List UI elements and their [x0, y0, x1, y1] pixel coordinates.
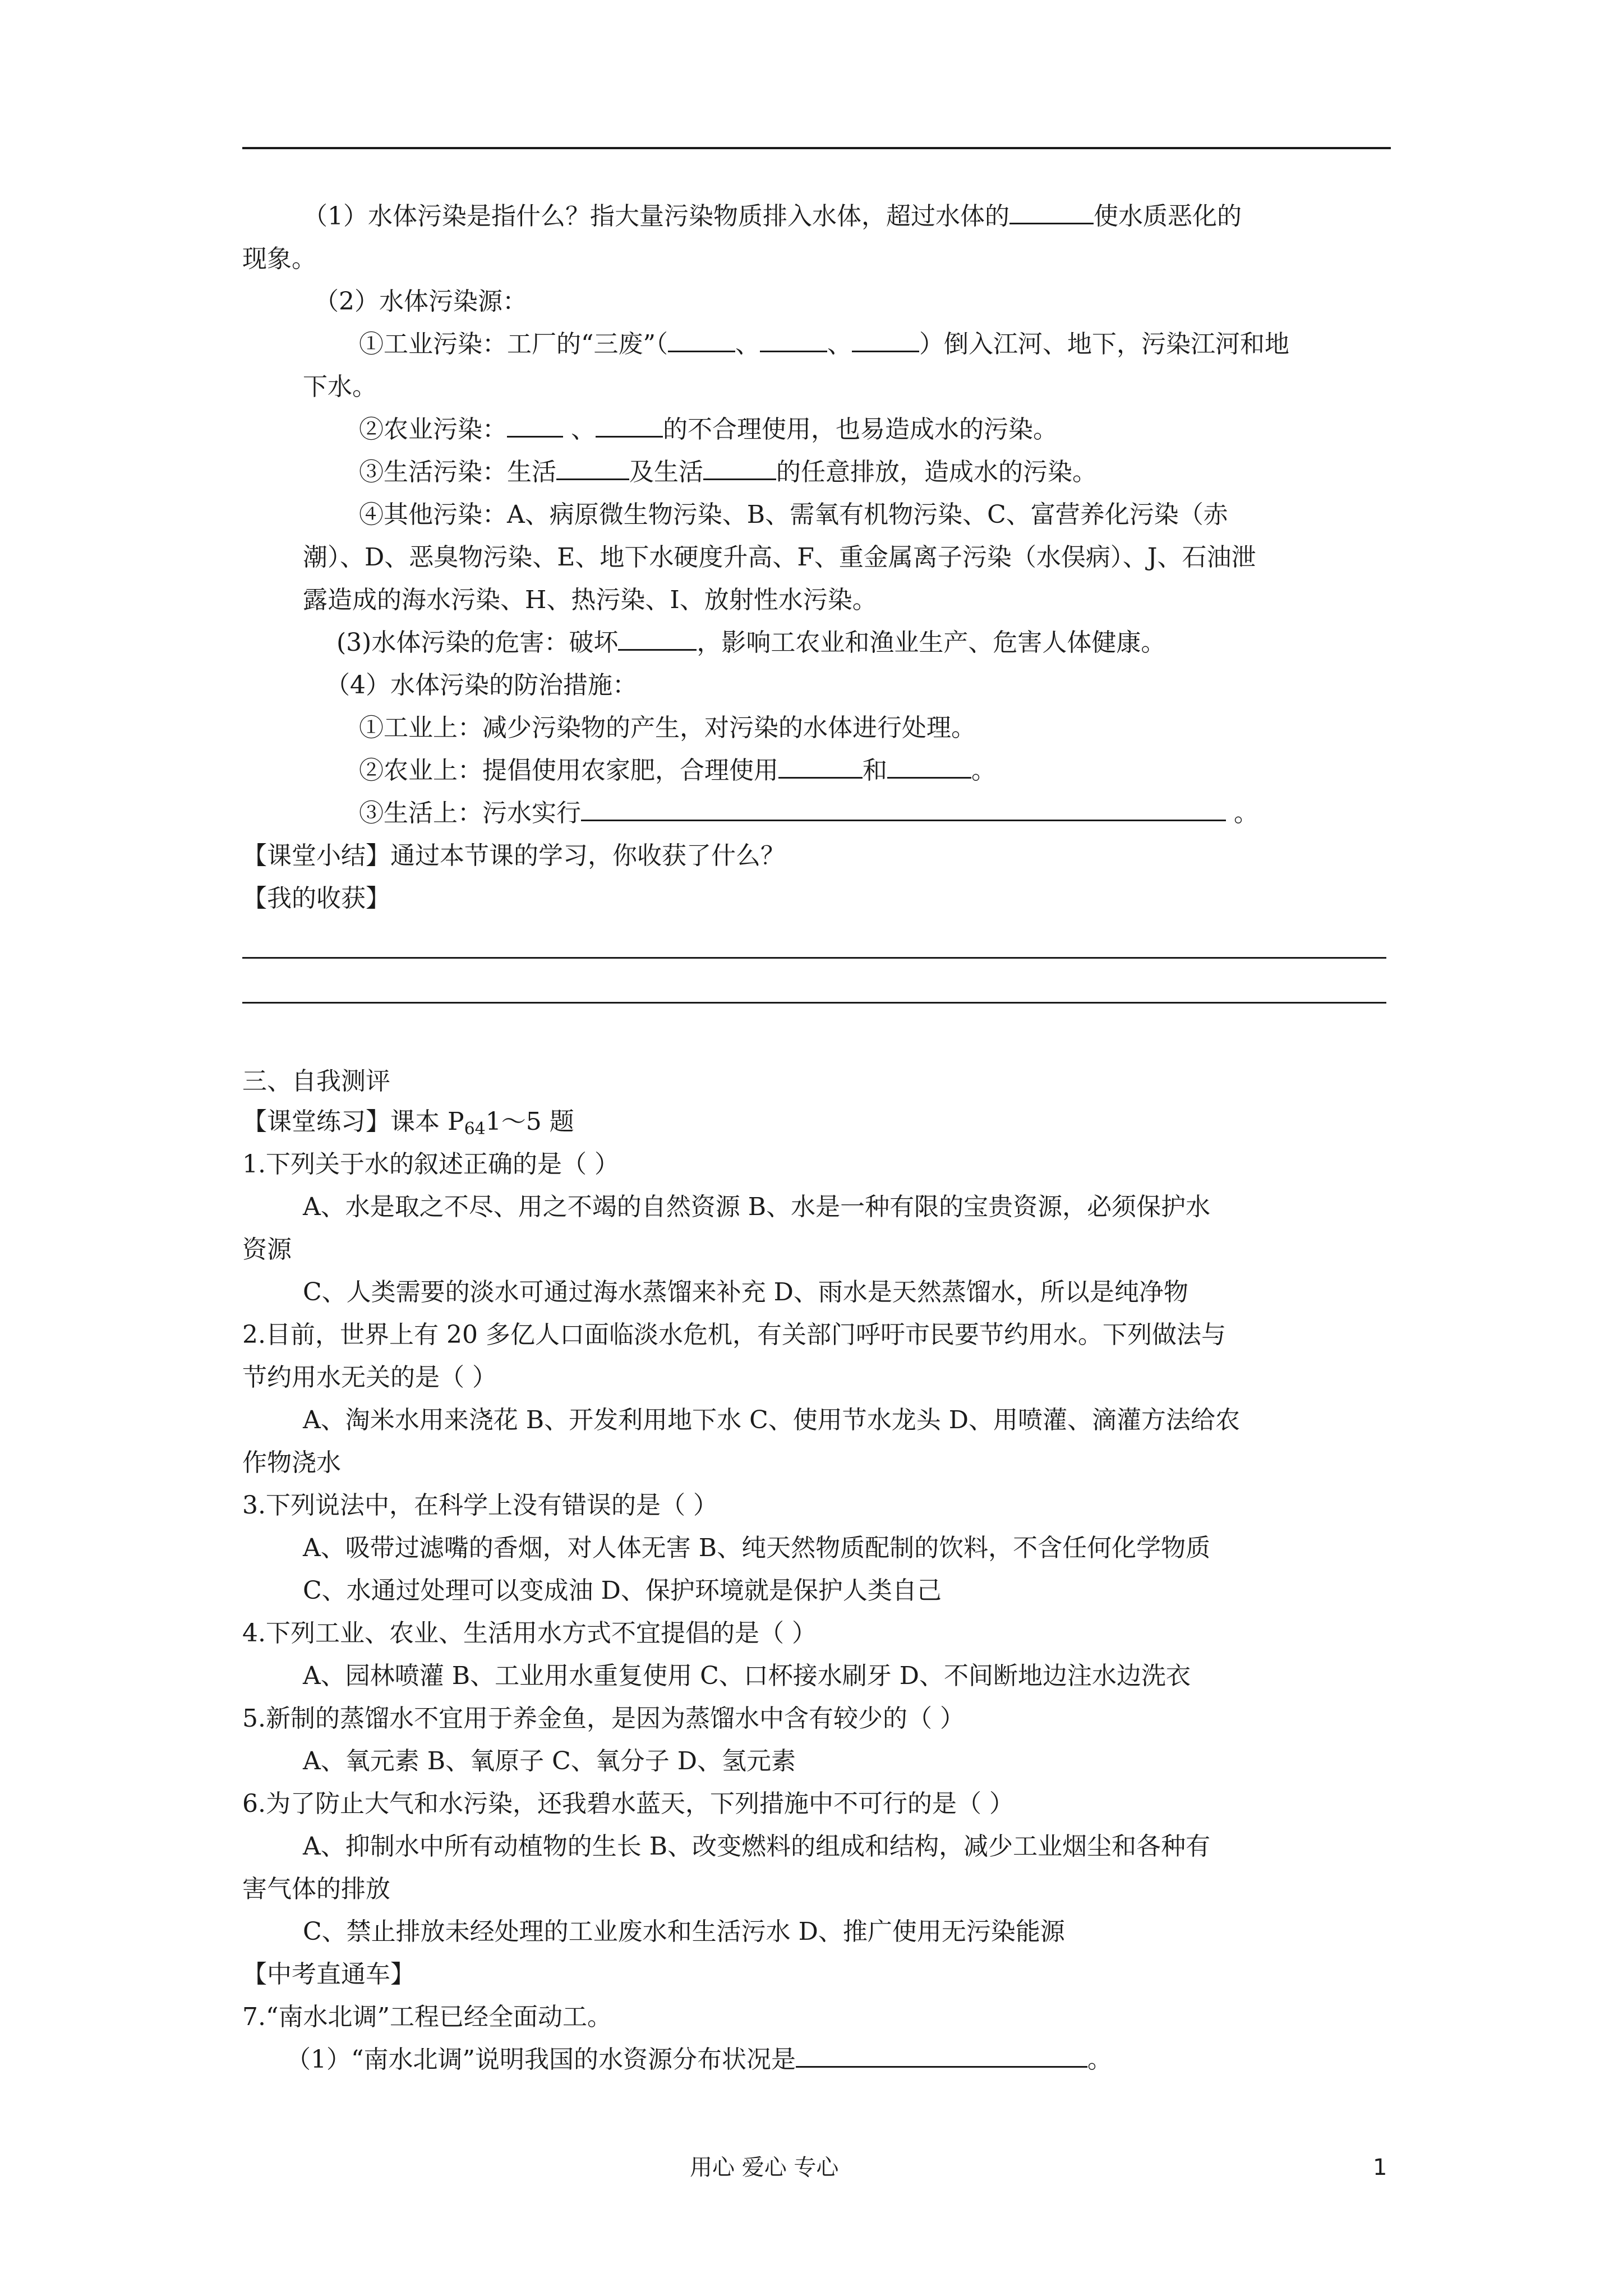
question-1-line-2: 现象。 [242, 245, 316, 273]
question-2-heading: （2）水体污染源： [314, 287, 527, 316]
fill-blank[interactable] [596, 413, 663, 438]
question-6-options-ab-cont: 害气体的排放 [242, 1875, 390, 1903]
footer-motto: 用心 爱心 专心 [690, 2155, 839, 2180]
fill-blank[interactable] [852, 328, 919, 352]
class-summary: 【课堂小结】通过本节课的学习，你收获了什么？ [242, 841, 785, 870]
fill-blank[interactable] [703, 456, 776, 480]
fill-blank[interactable] [556, 456, 629, 480]
question-2-options: A、淘米水用来浇花 B、开发利用地下水 C、使用节水龙头 D、用喷灌、滴灌方法给农 [303, 1406, 1241, 1434]
question-1-line-1: （1）水体污染是指什么？指大量污染物质排入水体，超过水体的 使水质恶化的 [303, 200, 1242, 233]
fill-blank[interactable] [778, 754, 863, 779]
question-4: 4.下列工业、农业、生活用水方式不宜提倡的是（ ） [242, 1619, 817, 1648]
prevention-domestic: ③生活上：污水实行 。 [359, 797, 1258, 830]
question-7: 7.“南水北调”工程已经全面动工。 [242, 2003, 612, 2031]
class-practice: 【课堂练习】课本 $P_{64}1\sim 5$ 题 [242, 1107, 574, 1139]
prevention-heading: （4）水体污染的防治措施： [325, 671, 637, 700]
question-4-options: A、园林喷灌 B、工业用水重复使用 C、口杯接水刷牙 D、不间断地边注水边洗衣 [303, 1662, 1191, 1690]
answer-line[interactable] [242, 957, 1386, 959]
agricultural-pollution: ②农业污染： 、 的不合理使用，也易造成水的污染。 [359, 413, 1058, 447]
fill-blank[interactable] [887, 754, 971, 779]
fill-blank[interactable] [760, 328, 827, 352]
question-5: 5.新制的蒸馏水不宜用于养金鱼，是因为蒸馏水中含有较少的（ ） [242, 1704, 965, 1733]
industrial-pollution-line-1: ①工业污染：工厂的“三废”（ 、 、 ）倒入江河、地下，污染江河和地 [359, 328, 1289, 361]
prevention-agriculture: ②农业上：提倡使用农家肥，合理使用 和 。 [359, 754, 996, 788]
fill-blank[interactable] [581, 797, 1226, 821]
header-rule [242, 147, 1391, 149]
question-1-options-cd: C、人类需要的淡水可通过海水蒸馏来补充 D、雨水是天然蒸馏水，所以是纯净物 [303, 1278, 1188, 1306]
domestic-pollution: ③生活污染：生活 及生活 的任意排放，造成水的污染。 [359, 455, 1097, 489]
question-3-options-cd: C、水通过处理可以变成油 D、保护环境就是保护人类自己 [303, 1576, 942, 1605]
prevention-industry: ①工业上：减少污染物的产生，对污染的水体进行处理。 [359, 714, 976, 742]
question-1-options-ab-cont: 资源 [242, 1235, 292, 1264]
question-6-options-ab: A、抑制水中所有动植物的生长 B、改变燃料的组成和结构，减少工业烟尘和各种有 [303, 1832, 1211, 1861]
fill-blank[interactable] [668, 328, 735, 352]
question-3-options-ab: A、吸带过滤嘴的香烟，对人体无害 B、纯天然物质配制的饮料，不含任何化学物质 [303, 1534, 1211, 1562]
other-pollution-line-2: 潮）、D、恶臭物污染、E、地下水硬度升高、F、重金属离子污染（水俣病）、J、石油泄 [303, 543, 1256, 572]
fill-blank[interactable] [796, 2044, 1087, 2068]
other-pollution-line-3: 露造成的海水污染、H、热污染、I、放射性水污染。 [303, 586, 877, 614]
industrial-pollution-line-2: 下水。 [303, 372, 377, 401]
section-title: 三、自我测评 [242, 1067, 390, 1096]
question-2-options-cont: 作物浇水 [242, 1448, 341, 1477]
page-number: 1 [1373, 2155, 1387, 2180]
exam-section-heading: 【中考直通车】 [242, 1960, 415, 1989]
question-6: 6.为了防止大气和水污染，还我碧水蓝天，下列措施中不可行的是（ ） [242, 1789, 1014, 1818]
my-gains-heading: 【我的收获】 [242, 884, 390, 913]
question-6-options-cd: C、禁止排放未经处理的工业废水和生活污水 D、推广使用无污染能源 [303, 1917, 1065, 1946]
question-2-line-1: 2.目前，世界上有 20 多亿人口面临淡水危机，有关部门呼吁市民要节约用水。下列做法与 [242, 1320, 1226, 1349]
question-2-line-2: 节约用水无关的是（ ） [242, 1363, 497, 1392]
answer-line[interactable] [242, 1002, 1386, 1004]
question-1-options-ab: A、水是取之不尽、用之不竭的自然资源 B、水是一种有限的宝贵资源，必须保护水 [303, 1193, 1211, 1221]
pollution-harm: (3)水体污染的危害：破坏 ，影响工农业和渔业生产、危害人体健康。 [336, 626, 1165, 660]
fill-blank[interactable] [618, 627, 697, 651]
question-5-options: A、氧元素 B、氧原子 C、氧分子 D、氢元素 [303, 1747, 796, 1775]
question-1: 1.下列关于水的叙述正确的是（ ） [242, 1150, 619, 1179]
fill-blank[interactable] [507, 413, 563, 438]
other-pollution-line-1: ④其他污染：A、病原微生物污染、B、需氧有机物污染、C、富营养化污染（赤 [359, 500, 1228, 529]
question-3: 3.下列说法中，在科学上没有错误的是（ ） [242, 1491, 718, 1520]
fill-blank[interactable] [1009, 200, 1094, 224]
question-7-part-1: （1）“南水北调”说明我国的水资源分布状况是 。 [286, 2043, 1112, 2077]
